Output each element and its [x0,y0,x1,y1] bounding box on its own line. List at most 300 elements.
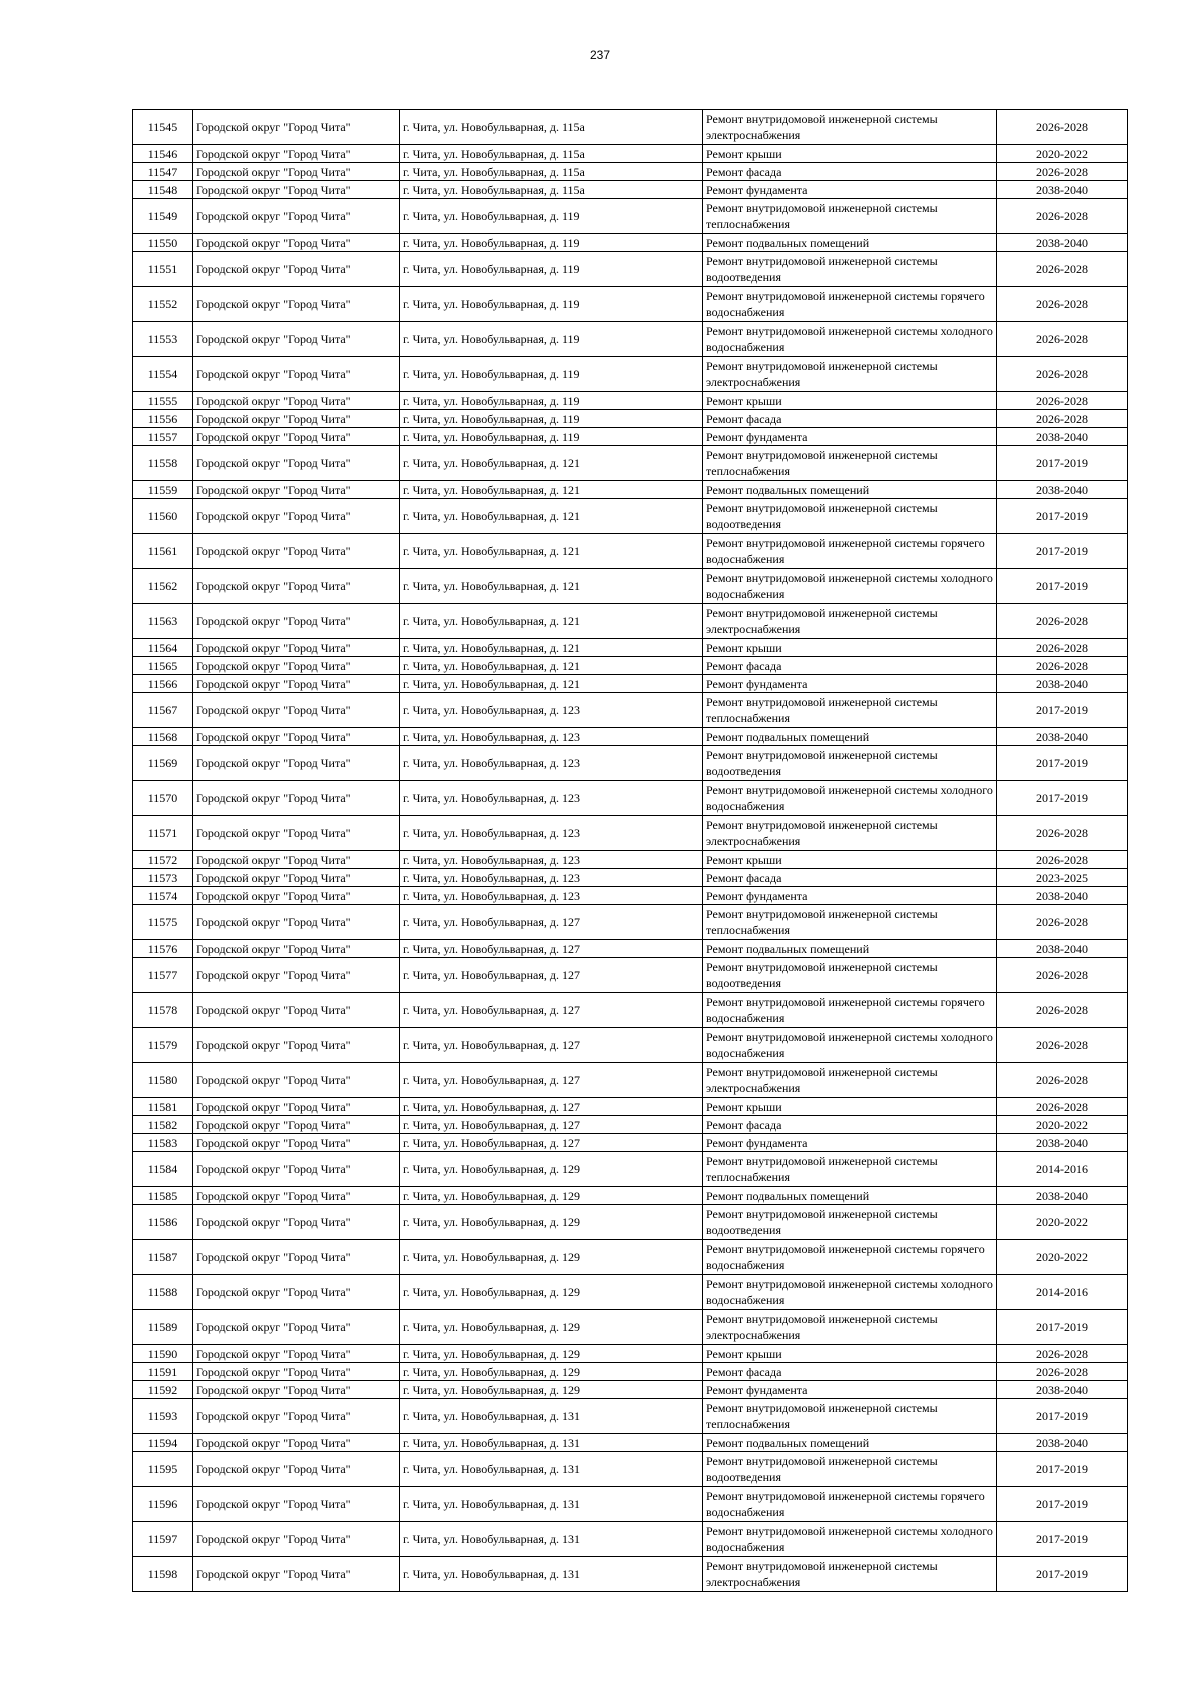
municipality-cell: Городской округ "Город Чита" [193,110,400,145]
work-type-cell: Ремонт фасада [703,657,997,675]
row-number-cell: 11565 [133,657,193,675]
table-row [133,252,1128,287]
address-cell: г. Чита, ул. Новобульварная, д. 123 [400,887,703,905]
period-cell: 2038-2040 [997,728,1128,746]
row-number-cell: 11581 [133,1098,193,1116]
municipality-cell: Городской округ "Город Чита" [193,905,400,940]
address-cell: г. Чита, ул. Новобульварная, д. 123 [400,851,703,869]
period-cell: 2026-2028 [997,905,1128,940]
work-type-cell: Ремонт внутридомовой инженерной системы горячего водоснабжения [703,1487,997,1522]
period-cell: 2038-2040 [997,1381,1128,1399]
row-number-cell: 11548 [133,181,193,199]
table-row [133,1434,1128,1452]
row-number-cell: 11559 [133,481,193,499]
municipality-cell: Городской округ "Город Чита" [193,410,400,428]
table-row [133,1345,1128,1363]
municipality-cell: Городской округ "Город Чита" [193,181,400,199]
work-type-cell: Ремонт внутридомовой инженерной системы водоотведения [703,1205,997,1240]
row-number-cell: 11560 [133,499,193,534]
work-type-cell: Ремонт внутридомовой инженерной системы теплоснабжения [703,446,997,481]
period-cell: 2017-2019 [997,446,1128,481]
work-type-cell: Ремонт внутридомовой инженерной системы электроснабжения [703,1310,997,1345]
row-number-cell: 11585 [133,1187,193,1205]
row-number-cell: 11567 [133,693,193,728]
municipality-cell: Городской округ "Город Чита" [193,675,400,693]
municipality-cell: Городской округ "Город Чита" [193,1557,400,1592]
table-row [133,287,1128,322]
work-type-cell: Ремонт фасада [703,869,997,887]
repair-schedule-table [132,109,1128,1592]
table-row [133,1205,1128,1240]
period-cell: 2026-2028 [997,1028,1128,1063]
work-type-cell: Ремонт внутридомовой инженерной системы холодного водоснабжения [703,1028,997,1063]
work-type-cell: Ремонт внутридомовой инженерной системы электроснабжения [703,1063,997,1098]
period-cell: 2020-2022 [997,145,1128,163]
work-type-cell: Ремонт фундамента [703,675,997,693]
work-type-cell: Ремонт внутридомовой инженерной системы теплоснабжения [703,693,997,728]
row-number-cell: 11574 [133,887,193,905]
work-type-cell: Ремонт внутридомовой инженерной системы холодного водоснабжения [703,781,997,816]
period-cell: 2038-2040 [997,1134,1128,1152]
municipality-cell: Городской округ "Город Чита" [193,604,400,639]
work-type-cell: Ремонт крыши [703,145,997,163]
period-cell: 2026-2028 [997,1098,1128,1116]
address-cell: г. Чита, ул. Новобульварная, д. 121 [400,534,703,569]
table-row [133,1557,1128,1592]
address-cell: г. Чита, ул. Новобульварная, д. 127 [400,1028,703,1063]
work-type-cell: Ремонт внутридомовой инженерной системы холодного водоснабжения [703,569,997,604]
period-cell: 2017-2019 [997,1452,1128,1487]
municipality-cell: Городской округ "Город Чита" [193,1345,400,1363]
period-cell: 2017-2019 [997,499,1128,534]
row-number-cell: 11551 [133,252,193,287]
municipality-cell: Городской округ "Город Чита" [193,851,400,869]
table-row [133,410,1128,428]
table-row [133,1487,1128,1522]
municipality-cell: Городской округ "Город Чита" [193,940,400,958]
period-cell: 2017-2019 [997,1310,1128,1345]
period-cell: 2017-2019 [997,746,1128,781]
municipality-cell: Городской округ "Город Чита" [193,392,400,410]
row-number-cell: 11556 [133,410,193,428]
period-cell: 2026-2028 [997,392,1128,410]
municipality-cell: Городской округ "Город Чита" [193,569,400,604]
address-cell: г. Чита, ул. Новобульварная, д. 131 [400,1487,703,1522]
address-cell: г. Чита, ул. Новобульварная, д. 121 [400,446,703,481]
work-type-cell: Ремонт фасада [703,410,997,428]
work-type-cell: Ремонт внутридомовой инженерной системы электроснабжения [703,816,997,851]
work-type-cell: Ремонт крыши [703,639,997,657]
address-cell: г. Чита, ул. Новобульварная, д. 129 [400,1152,703,1187]
work-type-cell: Ремонт крыши [703,1345,997,1363]
municipality-cell: Городской округ "Город Чита" [193,252,400,287]
row-number-cell: 11576 [133,940,193,958]
table-row [133,1240,1128,1275]
address-cell: г. Чита, ул. Новобульварная, д. 119 [400,234,703,252]
address-cell: г. Чита, ул. Новобульварная, д. 123 [400,693,703,728]
table-row [133,887,1128,905]
row-number-cell: 11561 [133,534,193,569]
address-cell: г. Чита, ул. Новобульварная, д. 121 [400,604,703,639]
address-cell: г. Чита, ул. Новобульварная, д. 123 [400,781,703,816]
municipality-cell: Городской округ "Город Чита" [193,693,400,728]
row-number-cell: 11572 [133,851,193,869]
work-type-cell: Ремонт внутридомовой инженерной системы водоотведения [703,1452,997,1487]
row-number-cell: 11571 [133,816,193,851]
municipality-cell: Городской округ "Город Чита" [193,1063,400,1098]
municipality-cell: Городской округ "Город Чита" [193,781,400,816]
row-number-cell: 11586 [133,1205,193,1240]
work-type-cell: Ремонт подвальных помещений [703,1434,997,1452]
row-number-cell: 11595 [133,1452,193,1487]
municipality-cell: Городской округ "Город Чита" [193,869,400,887]
period-cell: 2038-2040 [997,675,1128,693]
address-cell: г. Чита, ул. Новобульварная, д. 127 [400,958,703,993]
table-row [133,1187,1128,1205]
table-row [133,569,1128,604]
period-cell: 2026-2028 [997,199,1128,234]
period-cell: 2026-2028 [997,1363,1128,1381]
address-cell: г. Чита, ул. Новобульварная, д. 129 [400,1310,703,1345]
municipality-cell: Городской округ "Город Чита" [193,728,400,746]
address-cell: г. Чита, ул. Новобульварная, д. 127 [400,1098,703,1116]
table-row [133,446,1128,481]
municipality-cell: Городской округ "Город Чита" [193,657,400,675]
table-row [133,1310,1128,1345]
work-type-cell: Ремонт фасада [703,163,997,181]
table-row [133,639,1128,657]
municipality-cell: Городской округ "Город Чита" [193,234,400,252]
municipality-cell: Городской округ "Город Чита" [193,481,400,499]
municipality-cell: Городской округ "Город Чита" [193,1187,400,1205]
work-type-cell: Ремонт внутридомовой инженерной системы водоотведения [703,499,997,534]
row-number-cell: 11587 [133,1240,193,1275]
period-cell: 2038-2040 [997,940,1128,958]
municipality-cell: Городской округ "Город Чита" [193,1363,400,1381]
table-row [133,728,1128,746]
period-cell: 2038-2040 [997,1434,1128,1452]
work-type-cell: Ремонт внутридомовой инженерной системы горячего водоснабжения [703,287,997,322]
work-type-cell: Ремонт подвальных помещений [703,1187,997,1205]
period-cell: 2026-2028 [997,604,1128,639]
address-cell: г. Чита, ул. Новобульварная, д. 115а [400,110,703,145]
table-row [133,1452,1128,1487]
address-cell: г. Чита, ул. Новобульварная, д. 121 [400,569,703,604]
period-cell: 2026-2028 [997,993,1128,1028]
table-row [133,816,1128,851]
address-cell: г. Чита, ул. Новобульварная, д. 119 [400,357,703,392]
work-type-cell: Ремонт внутридомовой инженерной системы водоотведения [703,746,997,781]
address-cell: г. Чита, ул. Новобульварная, д. 129 [400,1275,703,1310]
municipality-cell: Городской округ "Город Чита" [193,145,400,163]
period-cell: 2026-2028 [997,110,1128,145]
row-number-cell: 11593 [133,1399,193,1434]
period-cell: 2026-2028 [997,1345,1128,1363]
table-row [133,657,1128,675]
municipality-cell: Городской округ "Город Чита" [193,499,400,534]
municipality-cell: Городской округ "Город Чита" [193,1310,400,1345]
period-cell: 2017-2019 [997,569,1128,604]
period-cell: 2017-2019 [997,1522,1128,1557]
municipality-cell: Городской округ "Город Чита" [193,163,400,181]
address-cell: г. Чита, ул. Новобульварная, д. 121 [400,657,703,675]
period-cell: 2020-2022 [997,1116,1128,1134]
work-type-cell: Ремонт подвальных помещений [703,481,997,499]
address-cell: г. Чита, ул. Новобульварная, д. 119 [400,252,703,287]
address-cell: г. Чита, ул. Новобульварная, д. 121 [400,481,703,499]
address-cell: г. Чита, ул. Новобульварная, д. 131 [400,1452,703,1487]
municipality-cell: Городской округ "Город Чита" [193,993,400,1028]
municipality-cell: Городской округ "Город Чита" [193,534,400,569]
table-row [133,181,1128,199]
work-type-cell: Ремонт внутридомовой инженерной системы горячего водоснабжения [703,1240,997,1275]
period-cell: 2038-2040 [997,1187,1128,1205]
row-number-cell: 11549 [133,199,193,234]
municipality-cell: Городской округ "Город Чита" [193,1434,400,1452]
work-type-cell: Ремонт внутридомовой инженерной системы холодного водоснабжения [703,1522,997,1557]
work-type-cell: Ремонт крыши [703,851,997,869]
period-cell: 2026-2028 [997,287,1128,322]
row-number-cell: 11598 [133,1557,193,1592]
table-row [133,534,1128,569]
table-row [133,1152,1128,1187]
work-type-cell: Ремонт фундамента [703,1134,997,1152]
row-number-cell: 11592 [133,1381,193,1399]
period-cell: 2026-2028 [997,958,1128,993]
row-number-cell: 11558 [133,446,193,481]
table-row [133,993,1128,1028]
address-cell: г. Чита, ул. Новобульварная, д. 131 [400,1557,703,1592]
row-number-cell: 11590 [133,1345,193,1363]
municipality-cell: Городской округ "Город Чита" [193,287,400,322]
table-row [133,428,1128,446]
address-cell: г. Чита, ул. Новобульварная, д. 123 [400,869,703,887]
period-cell: 2038-2040 [997,887,1128,905]
table-row [133,1134,1128,1152]
table-row [133,1522,1128,1557]
row-number-cell: 11573 [133,869,193,887]
work-type-cell: Ремонт внутридомовой инженерной системы электроснабжения [703,604,997,639]
table-row [133,481,1128,499]
address-cell: г. Чита, ул. Новобульварная, д. 115а [400,145,703,163]
municipality-cell: Городской округ "Город Чита" [193,746,400,781]
address-cell: г. Чита, ул. Новобульварная, д. 129 [400,1205,703,1240]
period-cell: 2014-2016 [997,1152,1128,1187]
work-type-cell: Ремонт внутридомовой инженерной системы водоотведения [703,252,997,287]
municipality-cell: Городской округ "Город Чита" [193,1452,400,1487]
period-cell: 2026-2028 [997,163,1128,181]
table-row [133,869,1128,887]
table-row [133,851,1128,869]
municipality-cell: Городской округ "Город Чита" [193,1205,400,1240]
address-cell: г. Чита, ул. Новобульварная, д. 129 [400,1345,703,1363]
row-number-cell: 11580 [133,1063,193,1098]
period-cell: 2023-2025 [997,869,1128,887]
period-cell: 2026-2028 [997,410,1128,428]
period-cell: 2017-2019 [997,1487,1128,1522]
period-cell: 2017-2019 [997,781,1128,816]
period-cell: 2020-2022 [997,1240,1128,1275]
work-type-cell: Ремонт подвальных помещений [703,234,997,252]
work-type-cell: Ремонт фундамента [703,181,997,199]
address-cell: г. Чита, ул. Новобульварная, д. 127 [400,1063,703,1098]
row-number-cell: 11545 [133,110,193,145]
municipality-cell: Городской округ "Город Чита" [193,1381,400,1399]
municipality-cell: Городской округ "Город Чита" [193,1522,400,1557]
table-row [133,392,1128,410]
period-cell: 2038-2040 [997,234,1128,252]
address-cell: г. Чита, ул. Новобульварная, д. 119 [400,287,703,322]
row-number-cell: 11557 [133,428,193,446]
address-cell: г. Чита, ул. Новобульварная, д. 119 [400,322,703,357]
table-row [133,110,1128,145]
period-cell: 2026-2028 [997,851,1128,869]
work-type-cell: Ремонт подвальных помещений [703,728,997,746]
table-row [133,905,1128,940]
row-number-cell: 11570 [133,781,193,816]
municipality-cell: Городской округ "Город Чита" [193,1028,400,1063]
work-type-cell: Ремонт внутридомовой инженерной системы теплоснабжения [703,1152,997,1187]
row-number-cell: 11550 [133,234,193,252]
row-number-cell: 11578 [133,993,193,1028]
address-cell: г. Чита, ул. Новобульварная, д. 115а [400,181,703,199]
row-number-cell: 11584 [133,1152,193,1187]
row-number-cell: 11575 [133,905,193,940]
table-row [133,1399,1128,1434]
municipality-cell: Городской округ "Город Чита" [193,639,400,657]
work-type-cell: Ремонт внутридомовой инженерной системы теплоснабжения [703,1399,997,1434]
address-cell: г. Чита, ул. Новобульварная, д. 129 [400,1381,703,1399]
table-row [133,145,1128,163]
table-row [133,781,1128,816]
municipality-cell: Городской округ "Город Чита" [193,1275,400,1310]
table-body [133,110,1128,1592]
row-number-cell: 11563 [133,604,193,639]
row-number-cell: 11562 [133,569,193,604]
row-number-cell: 11568 [133,728,193,746]
address-cell: г. Чита, ул. Новобульварная, д. 123 [400,728,703,746]
address-cell: г. Чита, ул. Новобульварная, д. 115а [400,163,703,181]
municipality-cell: Городской округ "Город Чита" [193,1098,400,1116]
row-number-cell: 11552 [133,287,193,322]
row-number-cell: 11589 [133,1310,193,1345]
row-number-cell: 11555 [133,392,193,410]
address-cell: г. Чита, ул. Новобульварная, д. 127 [400,1116,703,1134]
work-type-cell: Ремонт внутридомовой инженерной системы электроснабжения [703,357,997,392]
period-cell: 2020-2022 [997,1205,1128,1240]
address-cell: г. Чита, ул. Новобульварная, д. 123 [400,746,703,781]
work-type-cell: Ремонт внутридомовой инженерной системы горячего водоснабжения [703,534,997,569]
row-number-cell: 11569 [133,746,193,781]
table-row [133,675,1128,693]
table-row [133,357,1128,392]
work-type-cell: Ремонт внутридомовой инженерной системы горячего водоснабжения [703,993,997,1028]
municipality-cell: Городской округ "Город Чита" [193,1399,400,1434]
period-cell: 2017-2019 [997,693,1128,728]
period-cell: 2017-2019 [997,534,1128,569]
table-row [133,958,1128,993]
page-number: 237 [589,48,611,62]
work-type-cell: Ремонт внутридомовой инженерной системы холодного водоснабжения [703,1275,997,1310]
work-type-cell: Ремонт фасада [703,1363,997,1381]
address-cell: г. Чита, ул. Новобульварная, д. 123 [400,816,703,851]
table-row [133,1381,1128,1399]
work-type-cell: Ремонт внутридомовой инженерной системы водоотведения [703,958,997,993]
municipality-cell: Городской округ "Город Чита" [193,887,400,905]
work-type-cell: Ремонт подвальных помещений [703,940,997,958]
work-type-cell: Ремонт внутридомовой инженерной системы электроснабжения [703,110,997,145]
row-number-cell: 11591 [133,1363,193,1381]
address-cell: г. Чита, ул. Новобульварная, д. 127 [400,905,703,940]
municipality-cell: Городской округ "Город Чита" [193,428,400,446]
row-number-cell: 11554 [133,357,193,392]
address-cell: г. Чита, ул. Новобульварная, д. 129 [400,1240,703,1275]
work-type-cell: Ремонт фундамента [703,887,997,905]
table-row [133,1098,1128,1116]
table-row [133,234,1128,252]
municipality-cell: Городской округ "Город Чита" [193,322,400,357]
row-number-cell: 11596 [133,1487,193,1522]
municipality-cell: Городской округ "Город Чита" [193,816,400,851]
table-row [133,499,1128,534]
work-type-cell: Ремонт внутридомовой инженерной системы холодного водоснабжения [703,322,997,357]
row-number-cell: 11597 [133,1522,193,1557]
address-cell: г. Чита, ул. Новобульварная, д. 119 [400,199,703,234]
address-cell: г. Чита, ул. Новобульварная, д. 119 [400,392,703,410]
work-type-cell: Ремонт внутридомовой инженерной системы электроснабжения [703,1557,997,1592]
address-cell: г. Чита, ул. Новобульварная, д. 119 [400,410,703,428]
period-cell: 2026-2028 [997,816,1128,851]
period-cell: 2026-2028 [997,1063,1128,1098]
address-cell: г. Чита, ул. Новобульварная, д. 129 [400,1187,703,1205]
municipality-cell: Городской округ "Город Чита" [193,958,400,993]
row-number-cell: 11594 [133,1434,193,1452]
work-type-cell: Ремонт крыши [703,1098,997,1116]
period-cell: 2026-2028 [997,639,1128,657]
municipality-cell: Городской округ "Город Чита" [193,1152,400,1187]
period-cell: 2017-2019 [997,1399,1128,1434]
municipality-cell: Городской округ "Город Чита" [193,1240,400,1275]
table-row [133,1063,1128,1098]
work-type-cell: Ремонт фундамента [703,428,997,446]
table-row [133,693,1128,728]
table-row [133,199,1128,234]
address-cell: г. Чита, ул. Новобульварная, д. 121 [400,499,703,534]
row-number-cell: 11553 [133,322,193,357]
row-number-cell: 11588 [133,1275,193,1310]
municipality-cell: Городской округ "Город Чита" [193,1487,400,1522]
period-cell: 2038-2040 [997,481,1128,499]
row-number-cell: 11566 [133,675,193,693]
address-cell: г. Чита, ул. Новобульварная, д. 119 [400,428,703,446]
table-row [133,1363,1128,1381]
table-row [133,322,1128,357]
municipality-cell: Городской округ "Город Чита" [193,199,400,234]
row-number-cell: 11583 [133,1134,193,1152]
address-cell: г. Чита, ул. Новобульварная, д. 121 [400,675,703,693]
period-cell: 2026-2028 [997,322,1128,357]
period-cell: 2026-2028 [997,357,1128,392]
table-row [133,1275,1128,1310]
address-cell: г. Чита, ул. Новобульварная, д. 131 [400,1434,703,1452]
address-cell: г. Чита, ул. Новобульварная, д. 131 [400,1522,703,1557]
address-cell: г. Чита, ул. Новобульварная, д. 127 [400,1134,703,1152]
work-type-cell: Ремонт внутридомовой инженерной системы теплоснабжения [703,905,997,940]
table-row [133,746,1128,781]
municipality-cell: Городской округ "Город Чита" [193,446,400,481]
table-row [133,1028,1128,1063]
work-type-cell: Ремонт фасада [703,1116,997,1134]
